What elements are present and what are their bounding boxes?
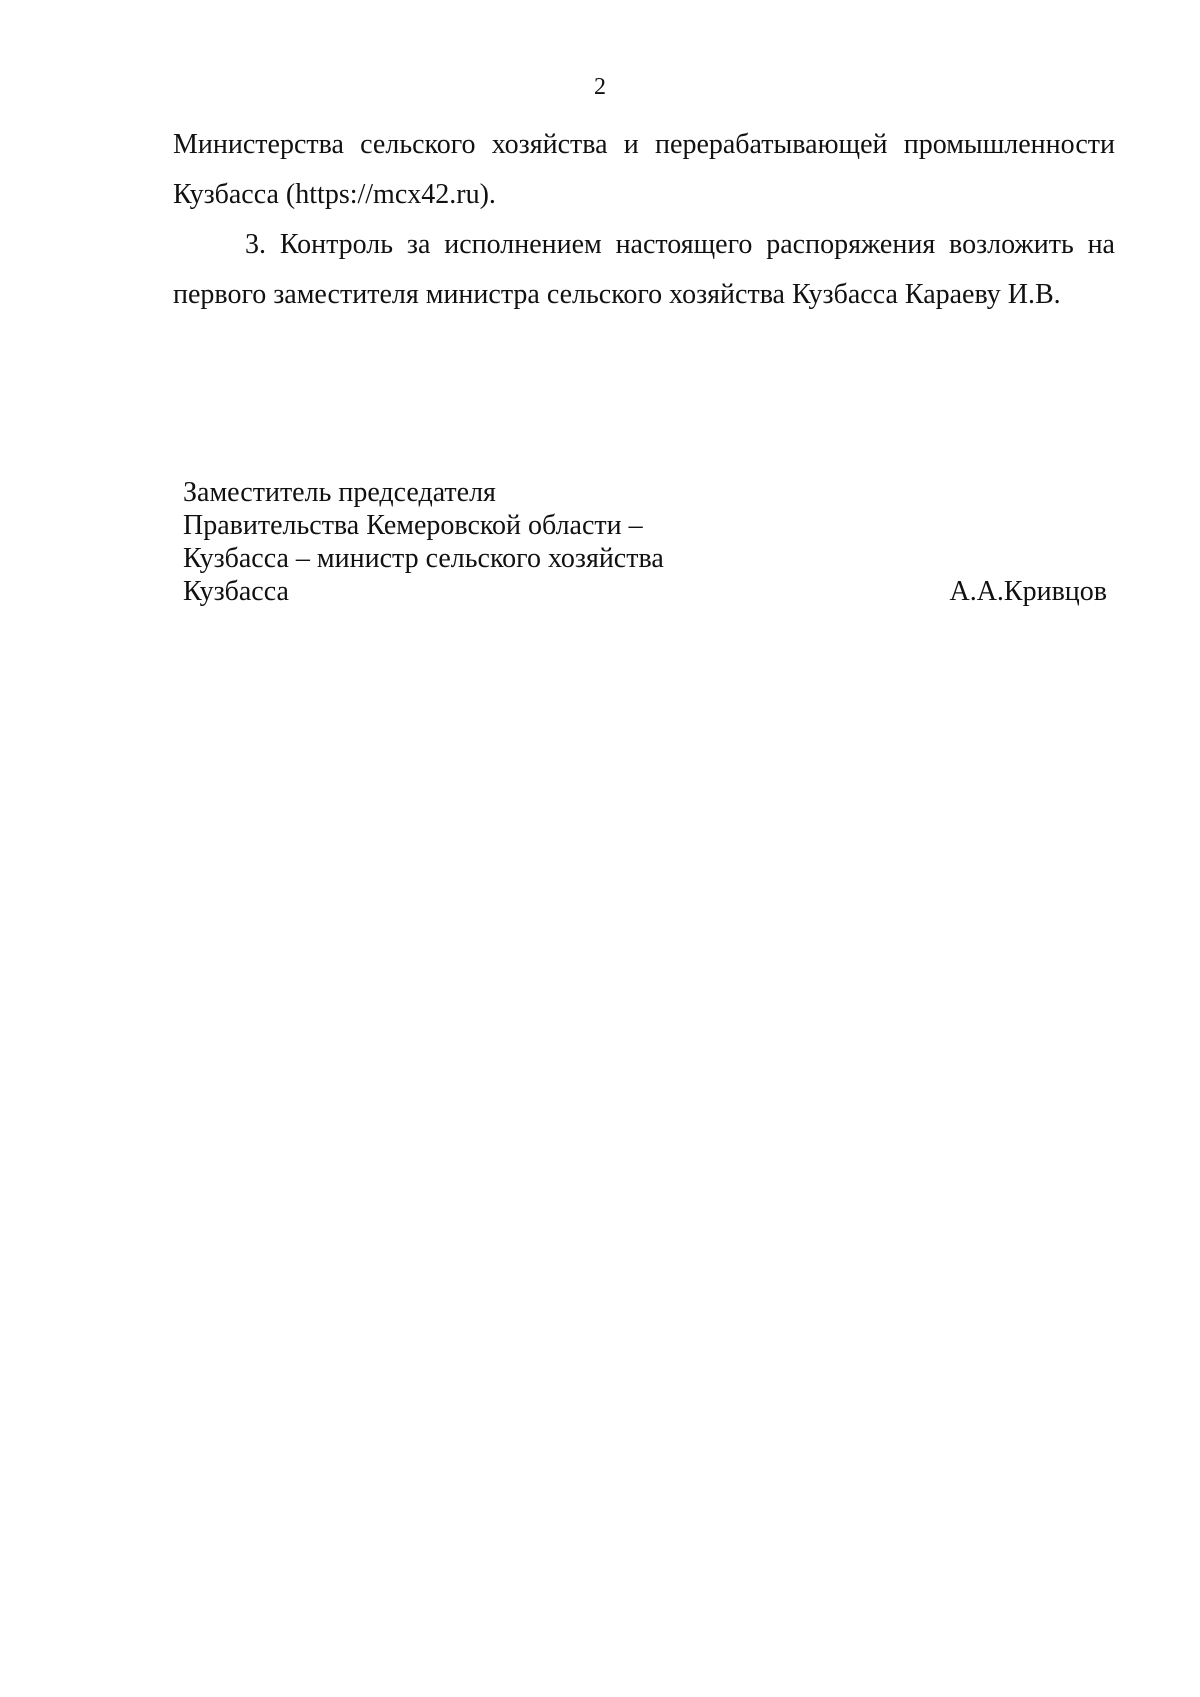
signatory-name: А.А.Кривцов [949,576,1107,607]
page-number: 2 [594,74,606,100]
signature-block [183,476,1115,608]
signature-last-row [183,575,1115,608]
paragraph-publication-site: Министерства сельского хозяйства и перерабатывающей промышленности Кузбасса (https://mcx42.ru). [173,129,1115,210]
document-body [173,120,1115,320]
signatory-position-line-1: Заместитель председателя [183,477,496,508]
paragraph-control-clause: 3. Контроль за исполнением настоящего распоряжения возложить на первого заместителя министра сельского хозяйства Кузбасса Караеву И.В. [173,229,1115,310]
signatory-position-line-2: Правительства Кемеровской области – [183,510,643,541]
signatory-position-line-4: Кузбасса [183,576,289,607]
signatory-position-line-3: Кузбасса – министр сельского хозяйства [183,543,664,574]
